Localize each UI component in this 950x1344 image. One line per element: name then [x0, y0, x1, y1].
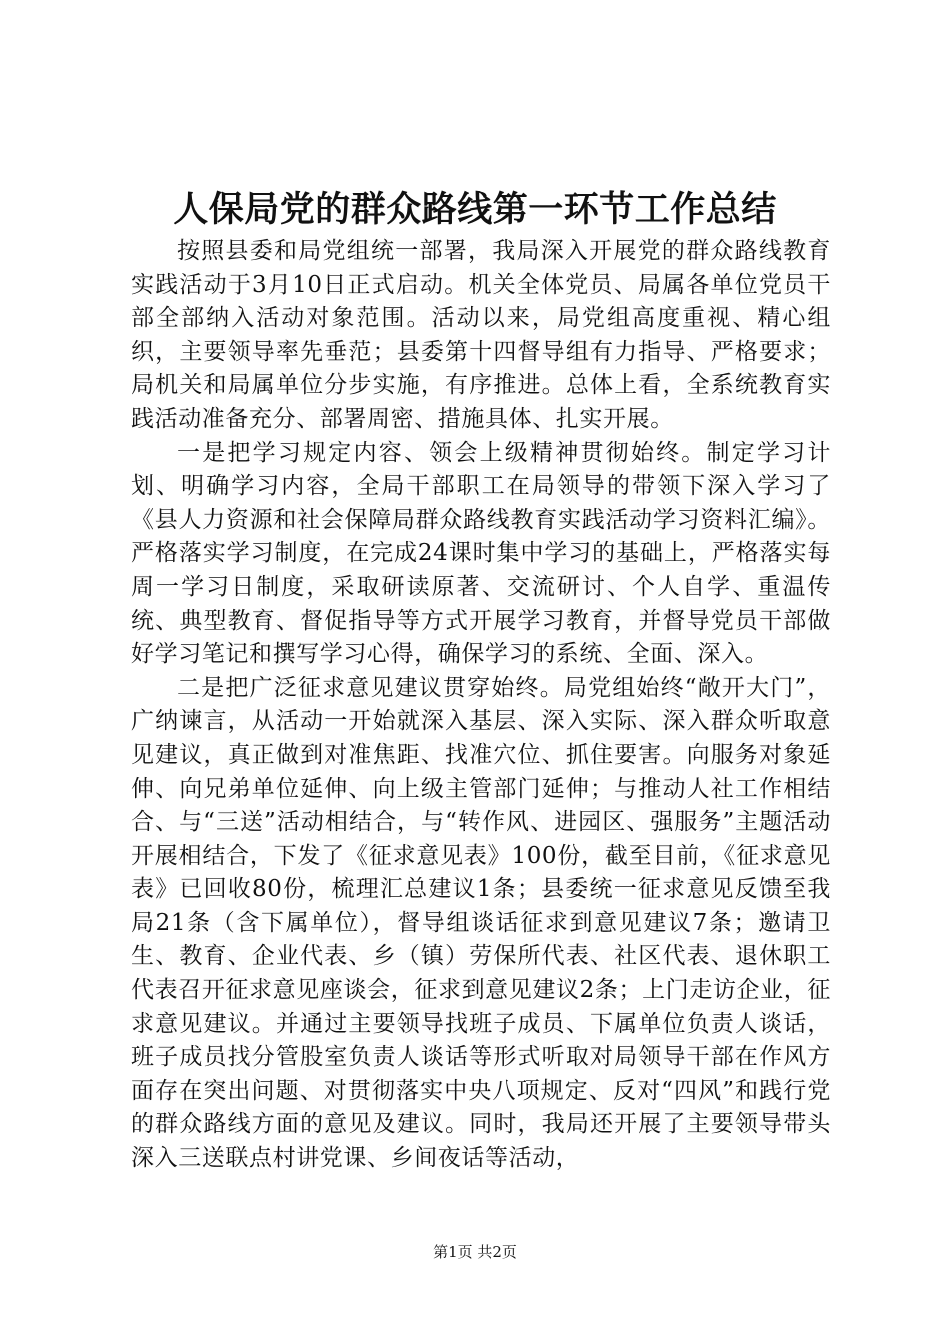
page-title: 人保局党的群众路线第一环节工作总结	[173, 189, 777, 230]
paragraph-opinions: 二是把广泛征求意见建议贯穿始终。局党组始终“敞开大门”，广纳谏言，从活动一开始就深入基层、深入实际、深入群众听取意见建议，真正做到对准焦距、找准穴位、抓住要害。向服务对象延伸、向兄弟单位延伸、向上级主管部门延伸；与推动人社工作相结合、与“三送”活动相结合，与“转作风、进园区、强服务”主题活动开展相结合，下发了《征求意见表》100份，截至目前，《征求意见表》已回收80份，梳理汇总建议1条；县委统一征求意见反馈至我局21条（含下属单位），督导组谈话征求到意见建议7条；邀请卫生、教育、企业代表、乡（镇）劳保所代表、社区代表、退休职工代表召开征求意见座谈会，征求到意见建议2条；上门走访企业，征求意见建议。并通过主要领导找班子成员、下属单位负责人谈话，班子成员找分管股室负责人谈话等形式听取对局领导干部在作风方面存在突出问题、对贯彻落实中央八项规定、反对“四风”和践行党的群众路线方面的意见及建议。同时，我局还开展了主要领导带头深入三送联点村讲党课、乡间夜话等活动，	[131, 674, 831, 1172]
document-body	[131, 235, 831, 1176]
paragraph-intro: 按照县委和局党组统一部署，我局深入开展党的群众路线教育实践活动于3月10日正式启动。机关全体党员、局属各单位党员干部全部纳入活动对象范围。活动以来，局党组高度重视、精心组织，主要领导率先垂范；县委第十四督导组有力指导、严格要求；局机关和局属单位分步实施，有序推进。总体上看，全系统教育实践活动准备充分、部署周密、措施具体、扎实开展。	[131, 238, 831, 432]
page-number-footer: 第1页 共2页	[433, 1243, 517, 1261]
paragraph-study: 一是把学习规定内容、领会上级精神贯彻始终。制定学习计划、明确学习内容，全局干部职工在局领导的带领下深入学习了《县人力资源和社会保障局群众路线教育实践活动学习资料汇编》。严格落实学习制度，在完成24课时集中学习的基础上，严格落实每周一学习日制度，采取研读原著、交流研讨、个人自学、重温传统、典型教育、督促指导等方式开展学习教育，并督导党员干部做好学习笔记和撰写学习心得，确保学习的系统、全面、深入。	[131, 439, 831, 668]
